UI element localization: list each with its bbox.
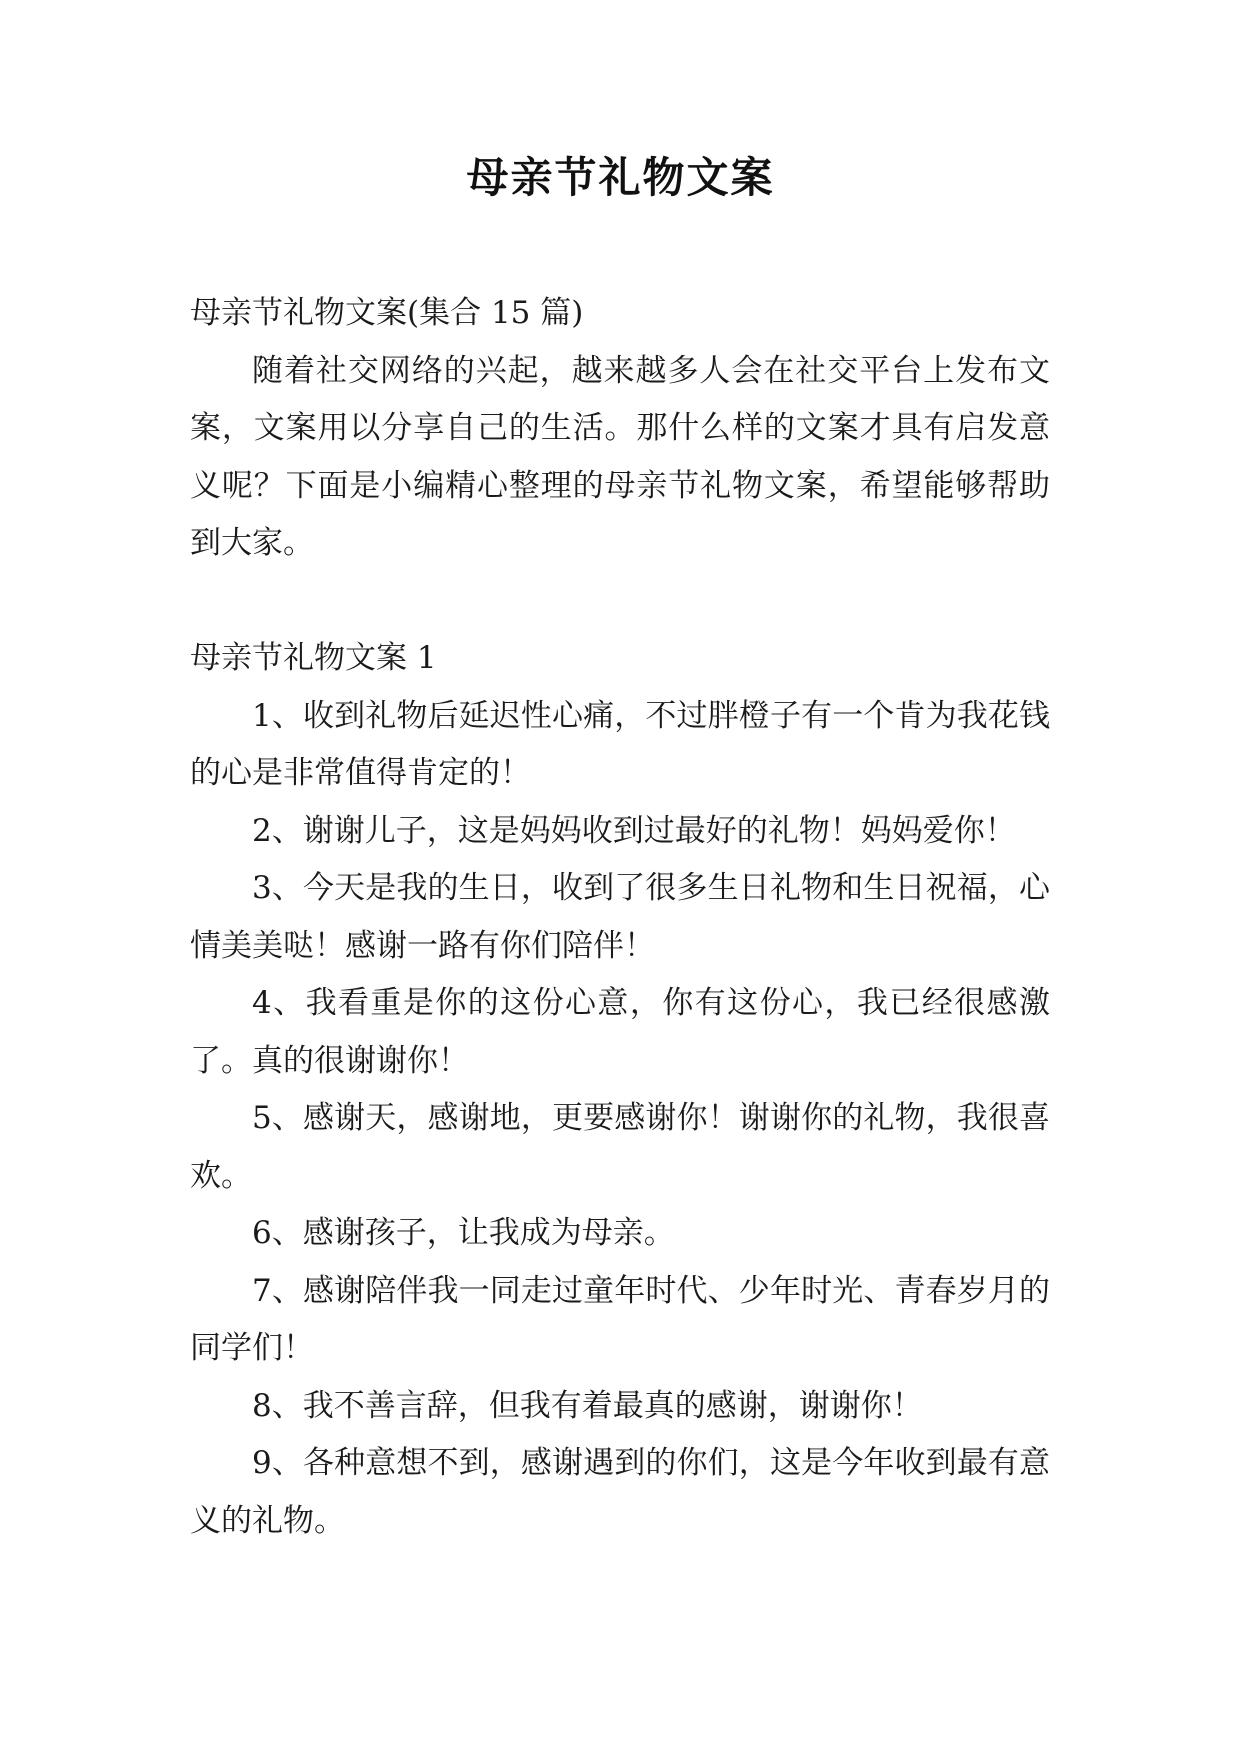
list-item: 1、收到礼物后延迟性心痛，不过胖橙子有一个肯为我花钱的心是非常值得肯定的！ xyxy=(190,697,1050,791)
document-body xyxy=(190,285,1050,1550)
list-item: 7、感谢陪伴我一同走过童年时代、少年时光、青春岁月的同学们！ xyxy=(190,1272,1050,1366)
list-item: 2、谢谢儿子，这是妈妈收到过最好的礼物！妈妈爱你！ xyxy=(252,812,1016,849)
list-item: 3、今天是我的生日，收到了很多生日礼物和生日祝福，心情美美哒！感谢一路有你们陪伴！ xyxy=(190,870,1050,964)
list-item: 8、我不善言辞，但我有着最真的感谢，谢谢你！ xyxy=(252,1387,923,1424)
list-item: 5、感谢天，感谢地，更要感谢你！谢谢你的礼物，我很喜欢。 xyxy=(190,1100,1050,1194)
paragraph-spacer xyxy=(190,573,1050,631)
list-item: 4、我看重是你的这份心意，你有这份心，我已经很感激了。真的很谢谢你！ xyxy=(190,985,1050,1079)
list-item: 6、感谢孩子，让我成为母亲。 xyxy=(252,1215,675,1251)
document-subtitle: 母亲节礼物文案(集合 15 篇) xyxy=(190,295,584,331)
section-heading: 母亲节礼物文案 1 xyxy=(190,640,437,676)
page-title: 母亲节礼物文案 xyxy=(466,153,775,202)
list-item: 9、各种意想不到，感谢遇到的你们，这是今年收到最有意义的礼物。 xyxy=(190,1445,1050,1539)
intro-paragraph: 随着社交网络的兴起，越来越多人会在社交平台上发布文案，文案用以分享自己的生活。那什么样的文案才具有启发意义呢？下面是小编精心整理的母亲节礼物文案，希望能够帮助到大家。 xyxy=(190,352,1050,561)
